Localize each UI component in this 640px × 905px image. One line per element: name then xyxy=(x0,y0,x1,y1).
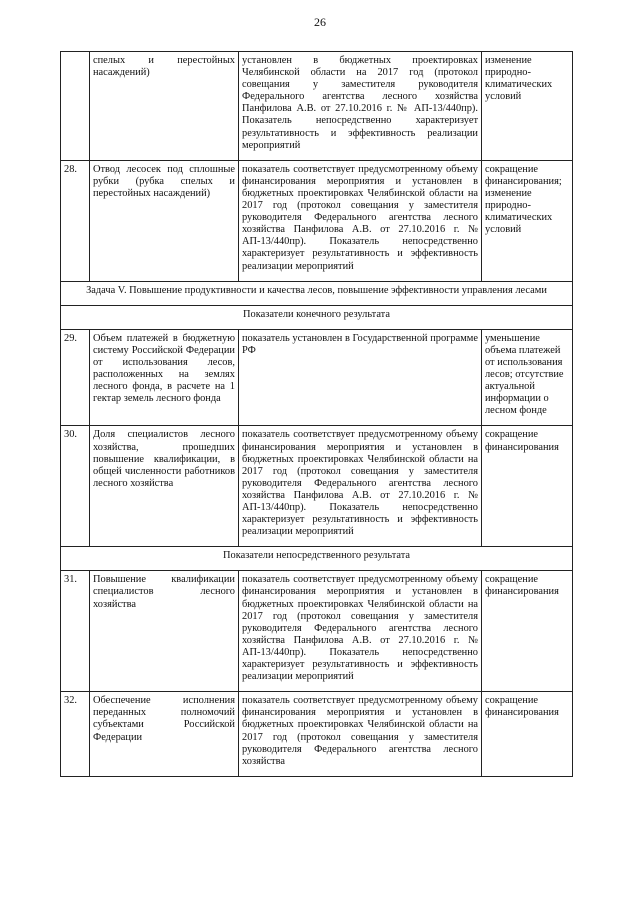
section-row xyxy=(61,305,573,329)
row-number xyxy=(61,52,90,161)
table-row xyxy=(61,329,573,426)
indicator-basis: показатель соответствует предусмотренному объему финансирования мероприятия и установлен в бюджетных проектировках Челябинской области на 2017 год (протокол совещания у заместителя руководителя Федерального агентства лесного хозяйства Панфилова А.В. от 27.10.2016 г. № АП-13/440пр). Показатель непосредственно характеризует результативность и эффективность реализации мероприятий xyxy=(239,160,482,281)
influencing-factors: сокращение финансирования; изменение природно-климатических условий xyxy=(482,160,573,281)
indicator-basis: показатель соответствует предусмотренному объему финансирования мероприятия и установлен в бюджетных проектировках Челябинской области на 2017 год (протокол совещания у заместителя руководителя Федерального агентства лесного хозяйства Панфилова А.В. от 27.10.2016 г. № АП-13/440пр). Показатель непосредственно характеризует результативность и эффективность реализации мероприятий xyxy=(239,571,482,692)
indicator-name: Объем платежей в бюджетную систему Российской Федерации от использования лесов, расположенных на землях лесного фонда, в расчете на 1 гектар земель лесного фонда xyxy=(90,329,239,426)
row-number: 31. xyxy=(61,571,90,692)
row-number: 30. xyxy=(61,426,90,547)
section-row xyxy=(61,547,573,571)
indicators-table xyxy=(60,51,573,777)
table-row xyxy=(61,160,573,281)
indicator-basis: установлен в бюджетных проектировках Челябинской области на 2017 год (протокол совещания у заместителя руководителя Федерального агентства лесного хозяйства Панфилова А.В. от 27.10.2016 г. № АП-13/440пр). Показатель непосредственно характеризует результативность и эффективность реализации мероприятий xyxy=(239,52,482,161)
influencing-factors: сокращение финансирования xyxy=(482,426,573,547)
influencing-factors: изменение природно-климатических условий xyxy=(482,52,573,161)
indicator-basis: показатель соответствует предусмотренному объему финансирования мероприятия и установлен в бюджетных проектировках Челябинской области на 2017 год (протокол совещания у заместителя руководителя Федерального агентства лесного хозяйства xyxy=(239,692,482,777)
task-row xyxy=(61,281,573,305)
task-heading: Задача V. Повышение продуктивности и качества лесов, повышение эффективности управления лесами xyxy=(61,281,573,305)
indicator-name: Отвод лесосек под сплошные рубки (рубка спелых и перестойных насаждений) xyxy=(90,160,239,281)
influencing-factors: сокращение финансирования xyxy=(482,571,573,692)
indicator-name: Обеспечение исполнения переданных полномочий субъектами Российской Федерации xyxy=(90,692,239,777)
row-number: 28. xyxy=(61,160,90,281)
indicator-basis: показатель соответствует предусмотренному объему финансирования мероприятия и установлен в бюджетных проектировках Челябинской области на 2017 год (протокол совещания у заместителя руководителя Федерального агентства лесного хозяйства Панфилова А.В. от 27.10.2016 г. № АП-13/440пр). Показатель непосредственно характеризует результативность и эффективность реализации мероприятий xyxy=(239,426,482,547)
table-row xyxy=(61,571,573,692)
section-heading: Показатели непосредственного результата xyxy=(61,547,573,571)
page-number: 26 xyxy=(314,15,326,29)
indicator-name: Доля специалистов лесного хозяйства, прошедших повышение квалификации, в общей численности работников лесного хозяйства xyxy=(90,426,239,547)
table-row xyxy=(61,52,573,161)
table-row xyxy=(61,692,573,777)
section-heading: Показатели конечного результата xyxy=(61,305,573,329)
row-number: 32. xyxy=(61,692,90,777)
indicator-basis: показатель установлен в Государственной программе РФ xyxy=(239,329,482,426)
row-number: 29. xyxy=(61,329,90,426)
influencing-factors: уменьшение объема платежей от использования лесов; отсутствие актуальной информации о лесном фонде xyxy=(482,329,573,426)
indicator-name: спелых и перестойных насаждений) xyxy=(90,52,239,161)
indicator-name: Повышение квалификации специалистов лесного хозяйства xyxy=(90,571,239,692)
table-row xyxy=(61,426,573,547)
influencing-factors: сокращение финансирования xyxy=(482,692,573,777)
